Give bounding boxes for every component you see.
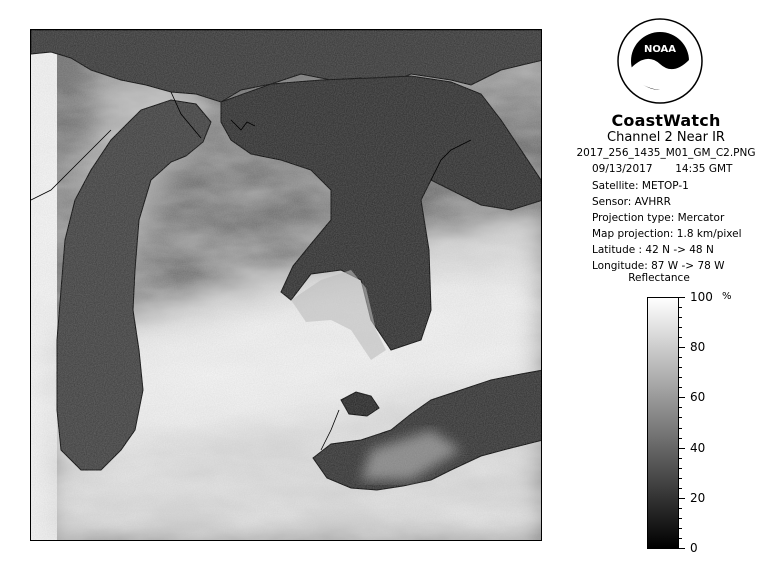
colorbar-minor-tick <box>679 528 682 529</box>
noaa-logo <box>617 18 703 104</box>
map-image <box>31 30 542 541</box>
colorbar-tick-label: 100 <box>690 290 713 304</box>
colorbar-minor-tick <box>679 327 682 328</box>
channel-label: Channel 2 Near IR <box>607 130 725 145</box>
map-projection-label: Map projection: 1.8 km/pixel <box>592 228 742 240</box>
colorbar-minor-tick <box>679 428 682 429</box>
colorbar-tick <box>679 498 685 499</box>
colorbar-tick <box>679 548 685 549</box>
projection-type-label: Projection type: Mercator <box>592 212 725 224</box>
filename-label: 2017_256_1435_M01_GM_C2.PNG <box>576 147 756 159</box>
colorbar-minor-tick <box>679 468 682 469</box>
longitude-label: Longitude: 87 W -> 78 W <box>592 260 725 272</box>
colorbar-minor-tick <box>679 538 682 539</box>
colorbar-tick-label: 0 <box>690 541 698 555</box>
colorbar <box>647 297 679 549</box>
colorbar-minor-tick <box>679 387 682 388</box>
time-label: 14:35 GMT <box>675 163 733 175</box>
colorbar-minor-tick <box>679 458 682 459</box>
colorbar-minor-tick <box>679 438 682 439</box>
colorbar-minor-tick <box>679 508 682 509</box>
colorbar-unit: % <box>722 291 732 302</box>
date-label: 09/13/2017 <box>592 163 653 175</box>
colorbar-minor-tick <box>679 488 682 489</box>
satellite-label: Satellite: METOP-1 <box>592 180 689 192</box>
colorbar-minor-tick <box>679 317 682 318</box>
colorbar-tick <box>679 297 685 298</box>
satellite-map[interactable] <box>30 29 542 541</box>
colorbar-tick <box>679 397 685 398</box>
colorbar-tick <box>679 448 685 449</box>
colorbar-minor-tick <box>679 307 682 308</box>
latitude-label: Latitude : 42 N -> 48 N <box>592 244 714 256</box>
colorbar-minor-tick <box>679 367 682 368</box>
colorbar-minor-tick <box>679 407 682 408</box>
datetime-row <box>592 163 732 175</box>
product-title: CoastWatch <box>611 111 721 130</box>
colorbar-minor-tick <box>679 417 682 418</box>
colorbar-minor-tick <box>679 518 682 519</box>
colorbar-tick-label: 40 <box>690 440 706 455</box>
colorbar-tick <box>679 347 685 348</box>
colorbar-tick-label: 20 <box>690 490 706 505</box>
colorbar-tick-label: 80 <box>690 340 706 355</box>
colorbar-minor-tick <box>679 478 682 479</box>
sensor-label: Sensor: AVHRR <box>592 196 671 208</box>
colorbar-tick-label: 60 <box>690 390 706 405</box>
colorbar-minor-tick <box>679 377 682 378</box>
colorbar-minor-tick <box>679 337 682 338</box>
svg-text:NOAA: NOAA <box>643 44 677 55</box>
colorbar-minor-tick <box>679 357 682 358</box>
colorbar-title: Reflectance <box>628 272 690 284</box>
